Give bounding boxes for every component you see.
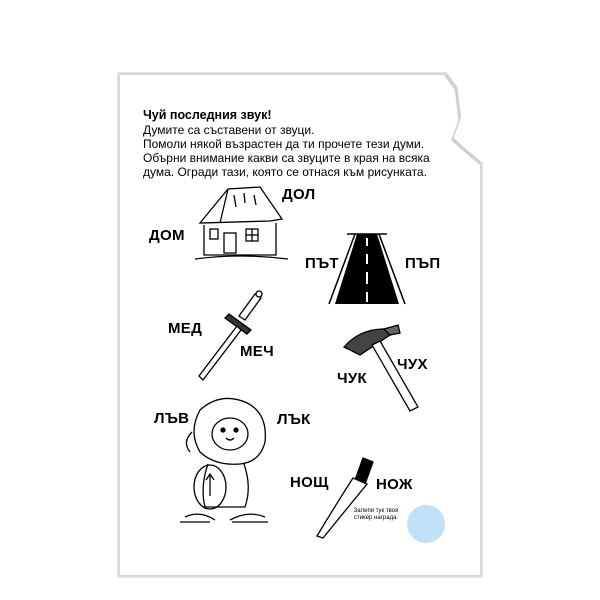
word-pat[interactable]: ПЪТ (305, 255, 339, 272)
word-pap[interactable]: ПЪП (405, 255, 441, 272)
word-lak[interactable]: ЛЪК (277, 411, 311, 428)
sticker-instruction: Залепи тук твоя стикер награда. (353, 508, 399, 521)
word-med[interactable]: МЕД (168, 320, 203, 337)
knife-icon (315, 456, 375, 541)
sticker-spot[interactable] (407, 505, 445, 543)
instruction-line-3: Обърни внимание какви са звуците в края на всяка (143, 151, 430, 165)
instruction-line-2: Помоли някой възрастен да ти прочете тези думи. (143, 137, 425, 151)
road-icon (327, 232, 407, 307)
word-dom[interactable]: ДОМ (149, 227, 185, 244)
word-nozh[interactable]: НОЖ (376, 476, 413, 493)
word-lav[interactable]: ЛЪВ (154, 410, 190, 427)
word-mech[interactable]: МЕЧ (240, 343, 274, 360)
house-icon (190, 183, 290, 263)
instruction-line-4: дума. Огради тази, която се отнася към рисунката. (143, 165, 427, 179)
word-chuh[interactable]: ЧУХ (397, 356, 428, 373)
word-chuk[interactable]: ЧУК (337, 370, 367, 387)
word-nosht[interactable]: НОЩ (290, 474, 329, 491)
sword-icon (193, 290, 268, 385)
word-dol[interactable]: ДОЛ (282, 186, 316, 203)
worksheet-title: Чуй последния звук! (143, 108, 272, 122)
instruction-line-1: Думите са съставени от звуци. (143, 123, 315, 137)
